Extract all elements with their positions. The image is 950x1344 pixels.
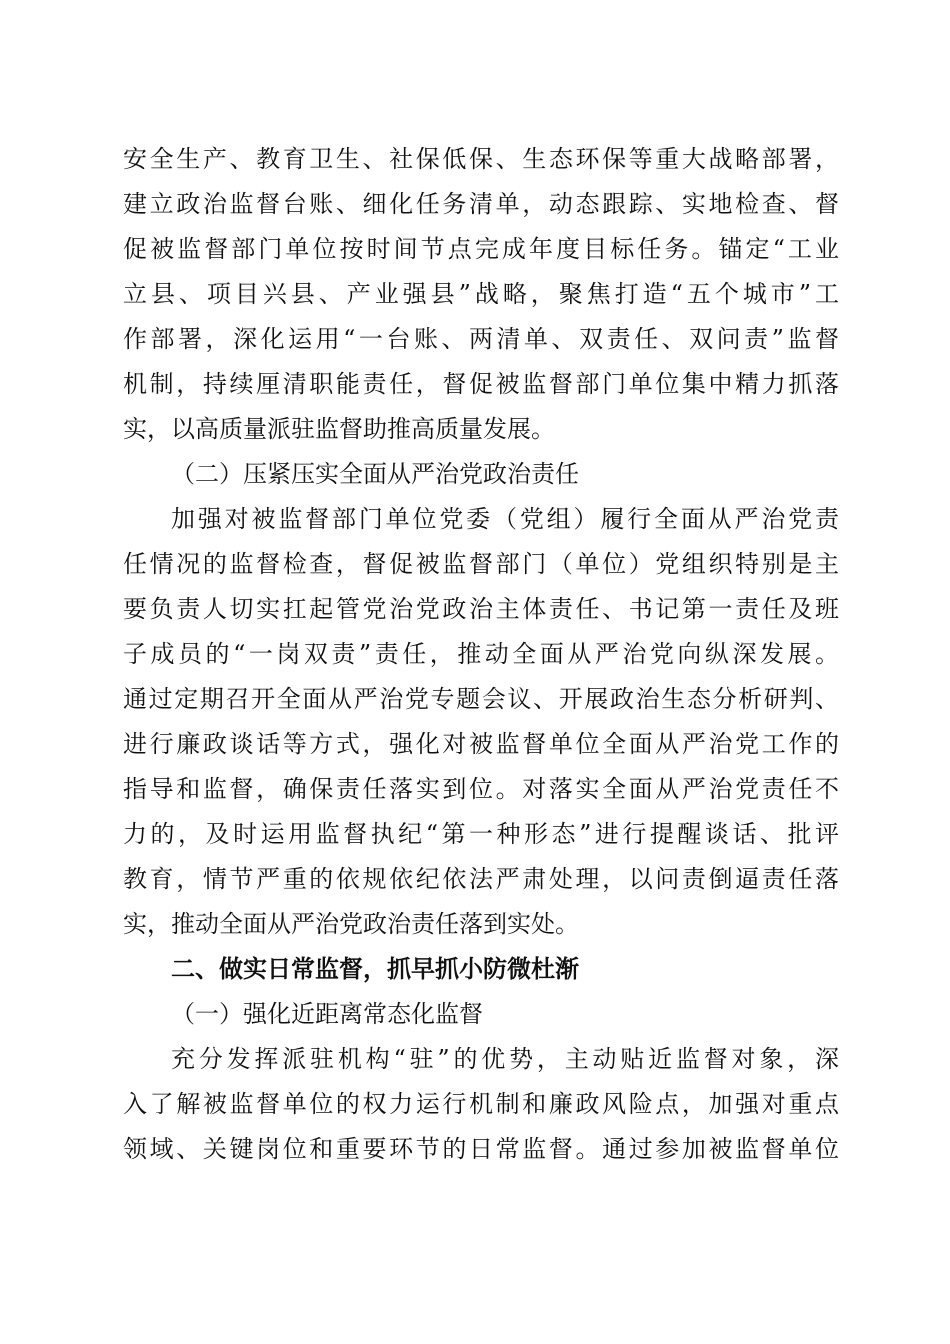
paragraph-line: 作部署，深化运用“一台账、两清单、双责任、双问责”监督 xyxy=(123,325,839,353)
paragraph-line: 力的，及时运用监督执纪“第一种形态”进行提醒谈话、批评 xyxy=(123,820,839,848)
paragraph-line: 领域、关键岗位和重要环节的日常监督。通过参加被监督单位 xyxy=(123,1135,839,1163)
paragraph-line: 充分发挥派驻机构“驻”的优势，主动贴近监督对象，深 xyxy=(171,1045,839,1073)
paragraph-line: 实，以高质量派驻监督助推高质量发展。 xyxy=(123,415,555,443)
paragraph-line: 促被监督部门单位按时间节点完成年度目标任务。锚定“工业 xyxy=(123,235,839,263)
section-heading: （二）压紧压实全面从严治党政治责任 xyxy=(171,460,579,488)
section-heading: （一）强化近距离常态化监督 xyxy=(171,1000,483,1028)
paragraph-line: 进行廉政谈话等方式，强化对被监督单位全面从严治党工作的 xyxy=(123,730,839,758)
paragraph-line: 入了解被监督单位的权力运行机制和廉政风险点，加强对重点 xyxy=(123,1090,839,1118)
paragraph-line: 机制，持续厘清职能责任，督促被监督部门单位集中精力抓落 xyxy=(123,370,839,398)
paragraph-line: 教育，情节严重的依规依纪依法严肃处理，以问责倒逼责任落 xyxy=(123,865,839,893)
paragraph-line: 立县、项目兴县、产业强县”战略，聚焦打造“五个城市”工 xyxy=(123,280,839,308)
chapter-heading: 二、做实日常监督，抓早抓小防微杜渐 xyxy=(171,955,579,983)
paragraph-line: 实，推动全面从严治党政治责任落到实处。 xyxy=(123,910,579,938)
paragraph-line: 子成员的“一岗双责”责任，推动全面从严治党向纵深发展。 xyxy=(123,640,839,668)
paragraph-line: 安全生产、教育卫生、社保低保、生态环保等重大战略部署， xyxy=(123,145,839,173)
paragraph-line: 建立政治监督台账、细化任务清单，动态跟踪、实地检查、督 xyxy=(123,190,839,218)
paragraph-line: 指导和监督，确保责任落实到位。对落实全面从严治党责任不 xyxy=(123,775,839,803)
paragraph-line: 任情况的监督检查，督促被监督部门（单位）党组织特别是主 xyxy=(123,550,839,578)
paragraph-line: 加强对被监督部门单位党委（党组）履行全面从严治党责 xyxy=(171,505,839,533)
paragraph-line: 通过定期召开全面从严治党专题会议、开展政治生态分析研判、 xyxy=(123,685,839,713)
paragraph-line: 要负责人切实扛起管党治党政治主体责任、书记第一责任及班 xyxy=(123,595,839,623)
